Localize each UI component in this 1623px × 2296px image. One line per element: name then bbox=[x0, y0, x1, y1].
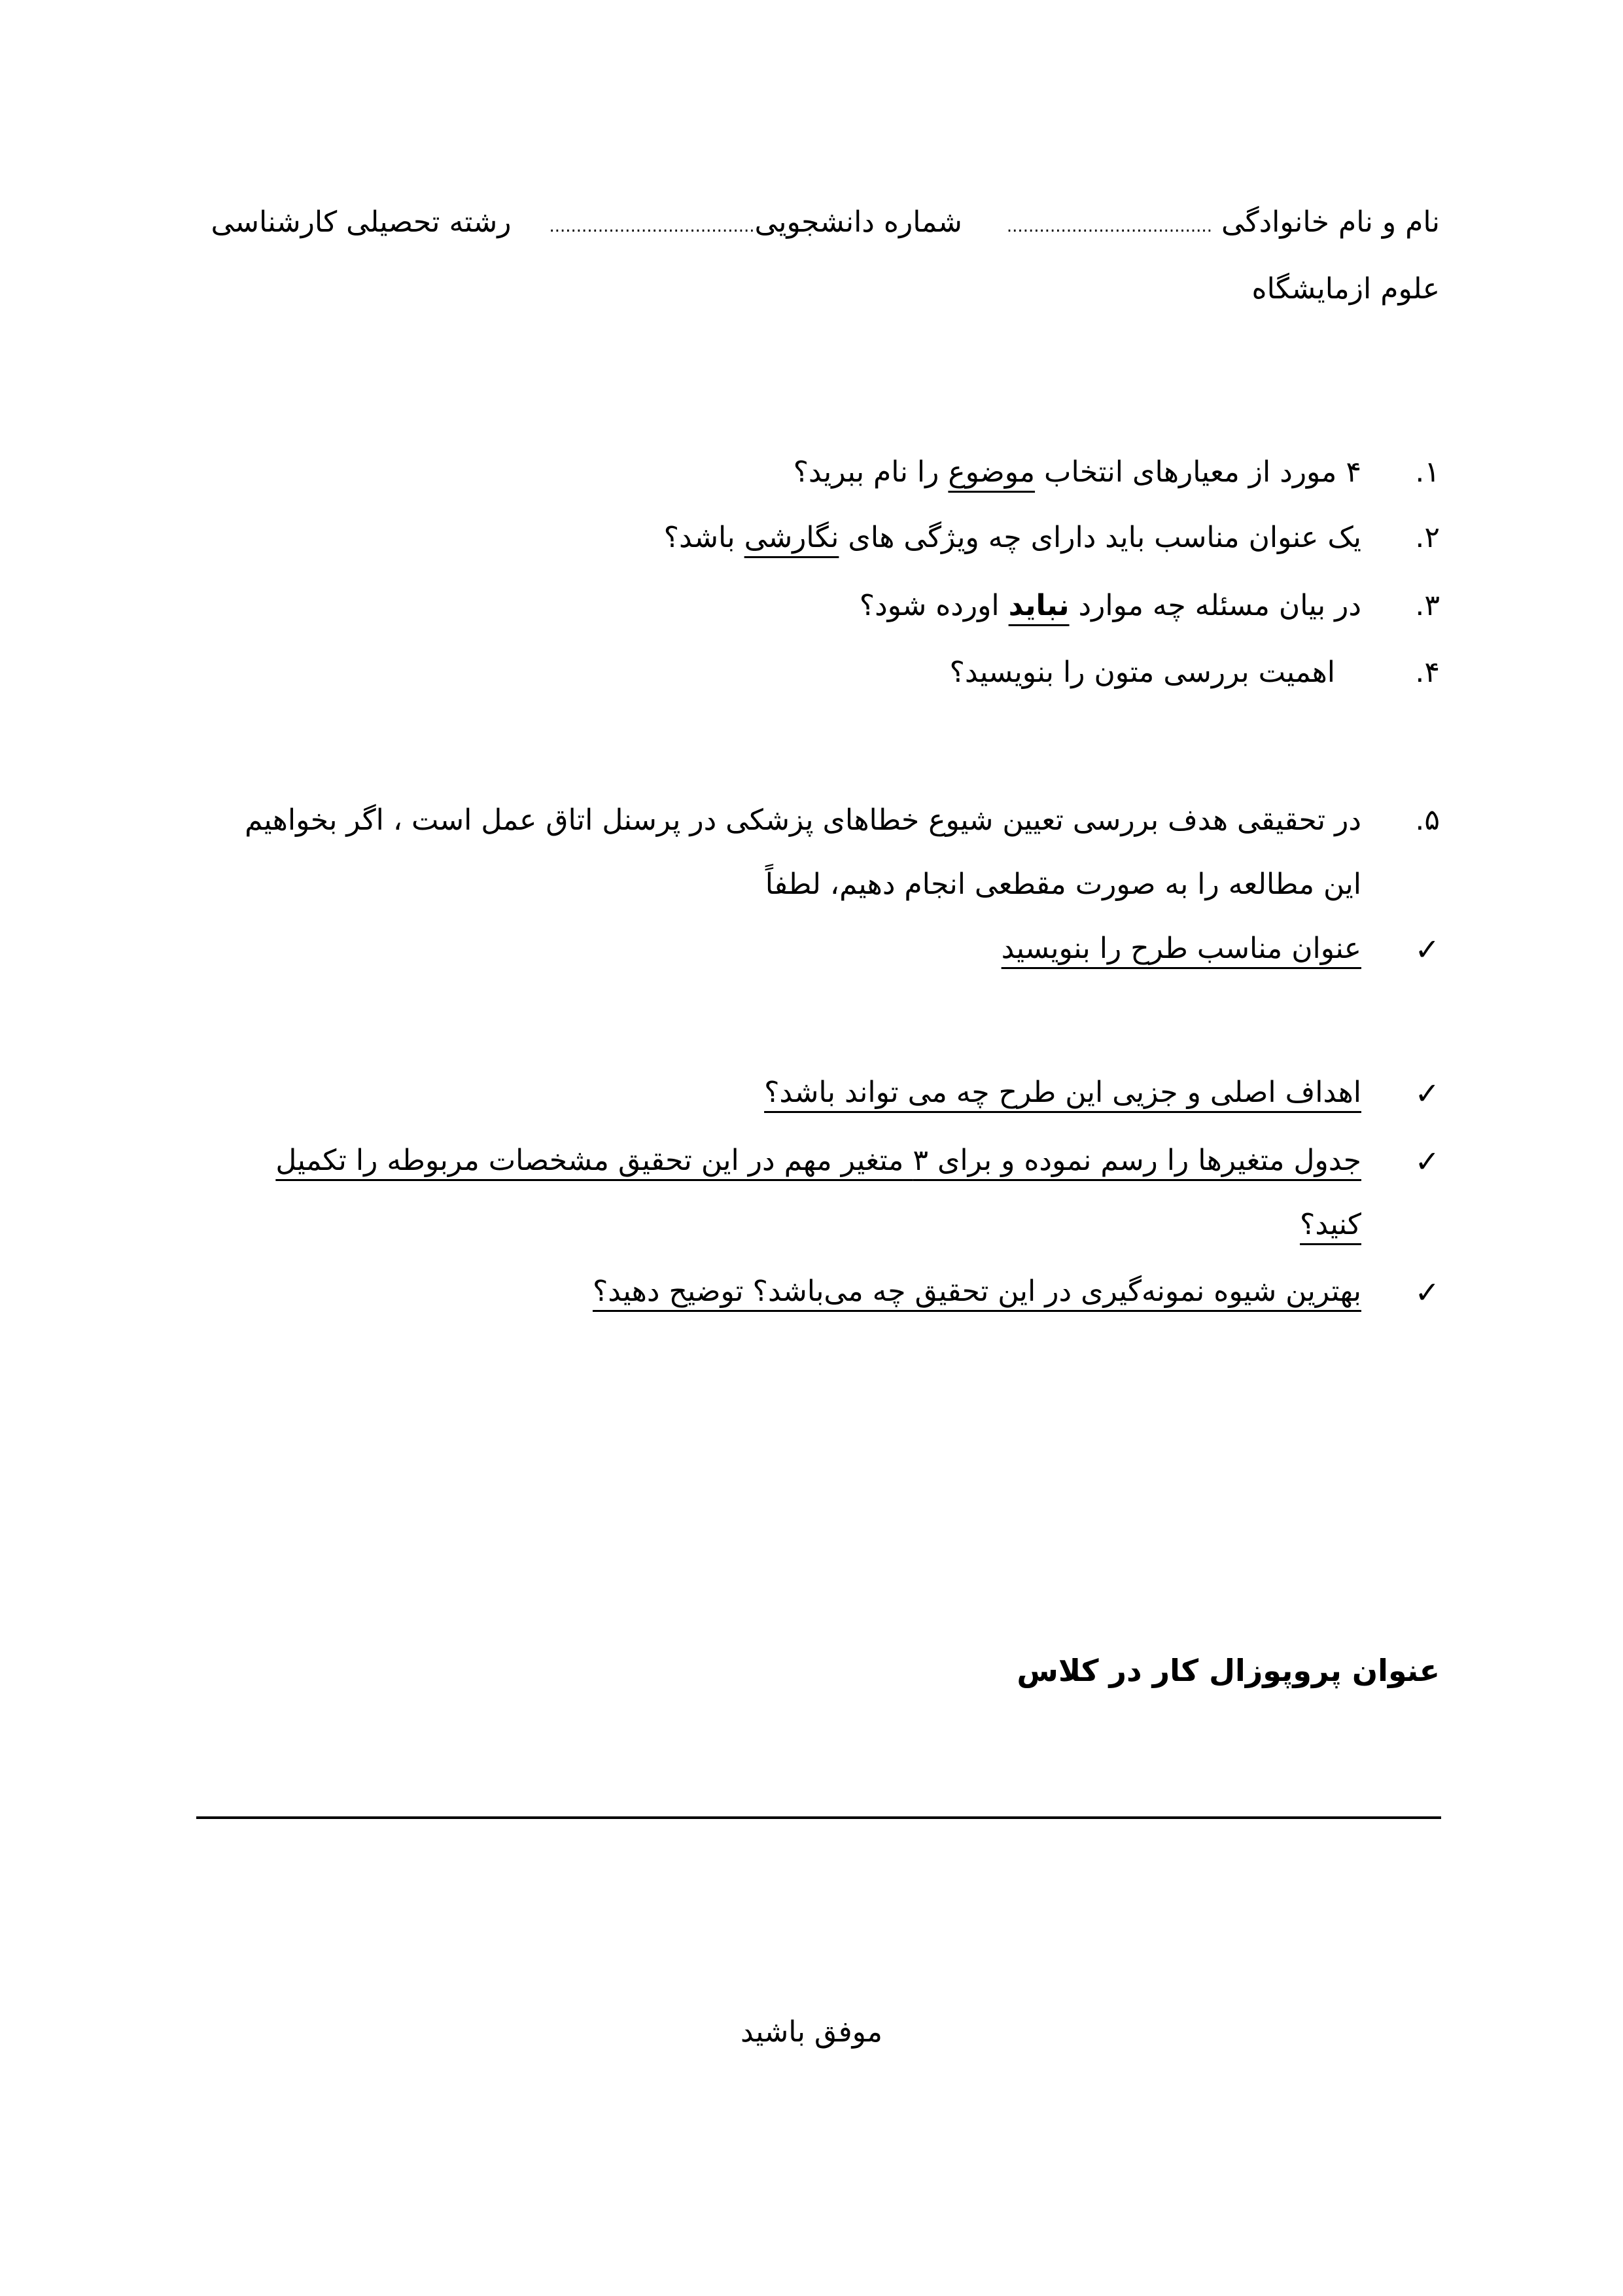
check-icon: ✓ bbox=[1414, 1076, 1440, 1111]
checklist-text-line-1: جدول متغیرها را رسم نموده و برای ۳ متغیر مهم در این تحقیق مشخصات مربوطه را تکمیل bbox=[275, 1144, 1361, 1177]
question-number: ۲. bbox=[1415, 521, 1440, 554]
student-id-label: شماره دانشجویی bbox=[754, 205, 962, 239]
question-text: ۴ مورد از معیارهای انتخاب موضوع را نام ببرید؟ bbox=[793, 455, 1361, 489]
question-number: ۴. bbox=[1415, 656, 1440, 689]
name-label: نام و نام خانوادگی bbox=[1221, 205, 1440, 239]
check-icon: ✓ bbox=[1414, 1275, 1440, 1310]
checklist-text: بهترین شیوه نمونه‌گیری در این تحقیق چه می‌باشد؟ توضیح دهید؟ bbox=[592, 1275, 1361, 1308]
header-line-1 bbox=[211, 205, 1440, 239]
checklist-text: عنوان مناسب طرح را بنویسید bbox=[1001, 932, 1361, 965]
question-number: ۱. bbox=[1415, 455, 1440, 489]
question-number: ۳. bbox=[1415, 589, 1440, 622]
check-icon: ✓ bbox=[1414, 932, 1440, 967]
divider-line bbox=[196, 1816, 1441, 1819]
checklist-text-line-2: کنید؟ bbox=[1300, 1208, 1361, 1241]
name-dots: ...................................... bbox=[1006, 217, 1212, 236]
question-text-line-1: در تحقیقی هدف بررسی تعیین شیوع خطاهای پزشکی در پرسنل اتاق عمل است ، اگر بخواهیم bbox=[245, 804, 1361, 837]
question-number: ۵. bbox=[1415, 804, 1440, 837]
student-id-dots: ...................................... bbox=[549, 217, 755, 236]
question-text-line-2: این مطالعه را به صورت مقطعی انجام دهیم، لطفاً bbox=[765, 868, 1361, 901]
field-label: رشته تحصیلی کارشناسی bbox=[211, 205, 512, 239]
check-icon: ✓ bbox=[1414, 1144, 1440, 1179]
checklist-text: اهداف اصلی و جزیی این طرح چه می تواند باشد؟ bbox=[764, 1076, 1361, 1109]
question-text: یک عنوان مناسب باید دارای چه ویژگی های نگارشی باشد؟ bbox=[663, 521, 1361, 554]
header-line-2: علوم ازمایشگاه bbox=[1251, 272, 1440, 306]
proposal-title: عنوان پروپوزال کار در کلاس bbox=[1017, 1653, 1440, 1688]
question-text: اهمیت بررسی متون را بنویسید؟ bbox=[949, 656, 1335, 689]
closing-text: موفق باشید bbox=[741, 2015, 882, 2049]
question-text: در بیان مسئله چه موارد نباید اورده شود؟ bbox=[859, 589, 1361, 622]
